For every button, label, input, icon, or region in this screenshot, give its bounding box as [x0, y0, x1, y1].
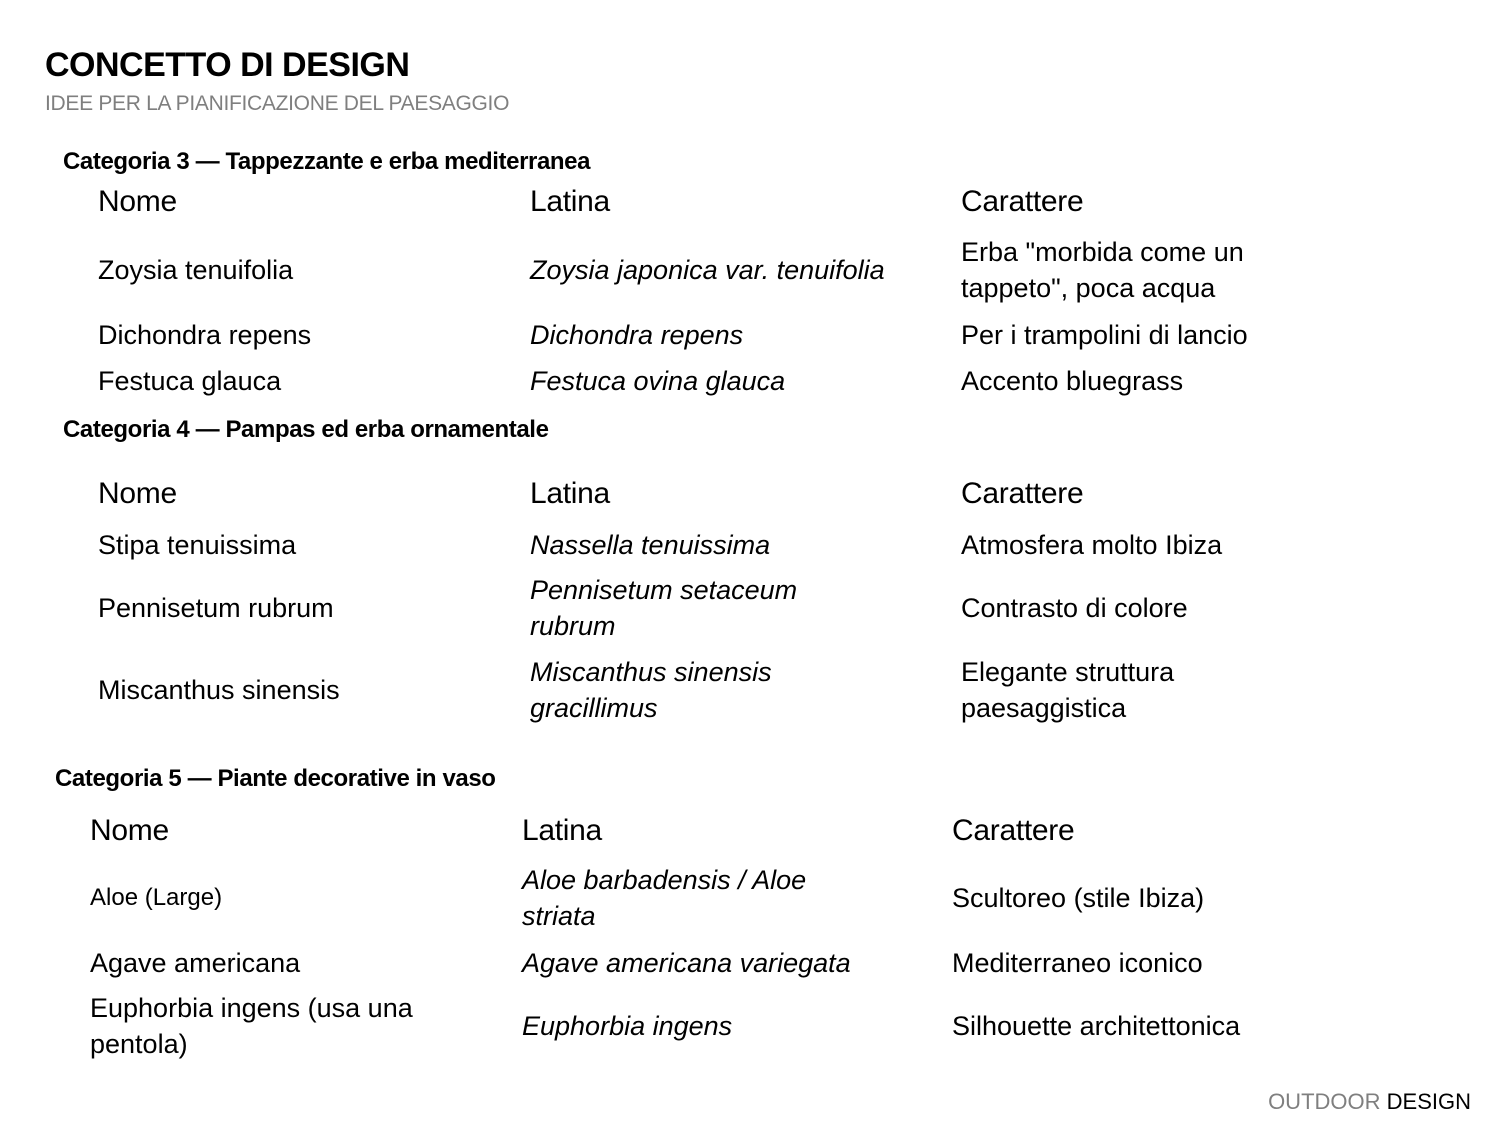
plant-latin: Aloe barbadensis / Aloe striata — [522, 865, 807, 931]
plant-character: Erba "morbida come un tappeto", poca acqua — [961, 237, 1244, 303]
column-header-latin: Latina — [522, 814, 602, 847]
table-row — [0, 563, 1500, 653]
plant-latin: Dichondra repens — [530, 320, 744, 350]
column-header-name: Nome — [98, 185, 177, 218]
page-subtitle: IDEE PER LA PIANIFICAZIONE DEL PAESAGGIO — [45, 92, 510, 115]
plant-name: Miscanthus sinensis — [98, 675, 340, 705]
column-header-latin: Latina — [530, 185, 610, 218]
page-title: CONCETTO DI DESIGN — [45, 46, 410, 84]
plant-name: Stipa tenuissima — [98, 530, 297, 560]
plant-character: Atmosfera molto Ibiza — [961, 530, 1223, 560]
column-header-name: Nome — [90, 814, 169, 847]
column-header-character: Carattere — [961, 477, 1084, 510]
section-title: Categoria 5 — Piante decorative in vaso — [55, 765, 496, 792]
plant-character: Accento bluegrass — [961, 366, 1184, 396]
plant-name: Euphorbia ingens (usa una pentola) — [90, 993, 413, 1059]
plant-character: Elegante struttura paesaggistica — [961, 657, 1175, 723]
table-row — [0, 645, 1500, 735]
column-header-character: Carattere — [961, 185, 1084, 218]
footer-brand — [1268, 1089, 1471, 1115]
plant-latin: Agave americana variegata — [522, 948, 851, 978]
footer-brand-bold: DESIGN — [1386, 1089, 1471, 1114]
plant-latin: Euphorbia ingens — [522, 1011, 733, 1041]
plant-latin: Nassella tenuissima — [530, 530, 771, 560]
plant-name: Aloe (Large) — [90, 884, 223, 911]
table-row — [0, 981, 1500, 1071]
plant-character: Contrasto di colore — [961, 593, 1188, 623]
plant-name: Pennisetum rubrum — [98, 593, 334, 623]
plant-latin: Miscanthus sinensis gracillimus — [530, 657, 772, 723]
plant-latin: Pennisetum setaceum rubrum — [530, 575, 798, 641]
table-row — [0, 336, 1500, 426]
column-header-character: Carattere — [952, 814, 1075, 847]
plant-name: Festuca glauca — [98, 366, 282, 396]
plant-name: Agave americana — [90, 948, 301, 978]
plant-character: Silhouette architettonica — [952, 1011, 1241, 1041]
section-title: Categoria 3 — Tappezzante e erba mediterranea — [63, 148, 591, 175]
column-header-latin: Latina — [530, 477, 610, 510]
footer-brand-light: OUTDOOR — [1268, 1089, 1381, 1114]
plant-name: Dichondra repens — [98, 320, 312, 350]
plant-character: Mediterraneo iconico — [952, 948, 1203, 978]
plant-latin: Zoysia japonica var. tenuifolia — [530, 255, 885, 285]
plant-character: Scultoreo (stile Ibiza) — [952, 883, 1205, 913]
column-header-name: Nome — [98, 477, 177, 510]
plant-name: Zoysia tenuifolia — [98, 255, 294, 285]
section-title: Categoria 4 — Pampas ed erba ornamentale — [63, 416, 549, 443]
plant-latin: Festuca ovina glauca — [530, 366, 786, 396]
plant-character: Per i trampolini di lancio — [961, 320, 1248, 350]
